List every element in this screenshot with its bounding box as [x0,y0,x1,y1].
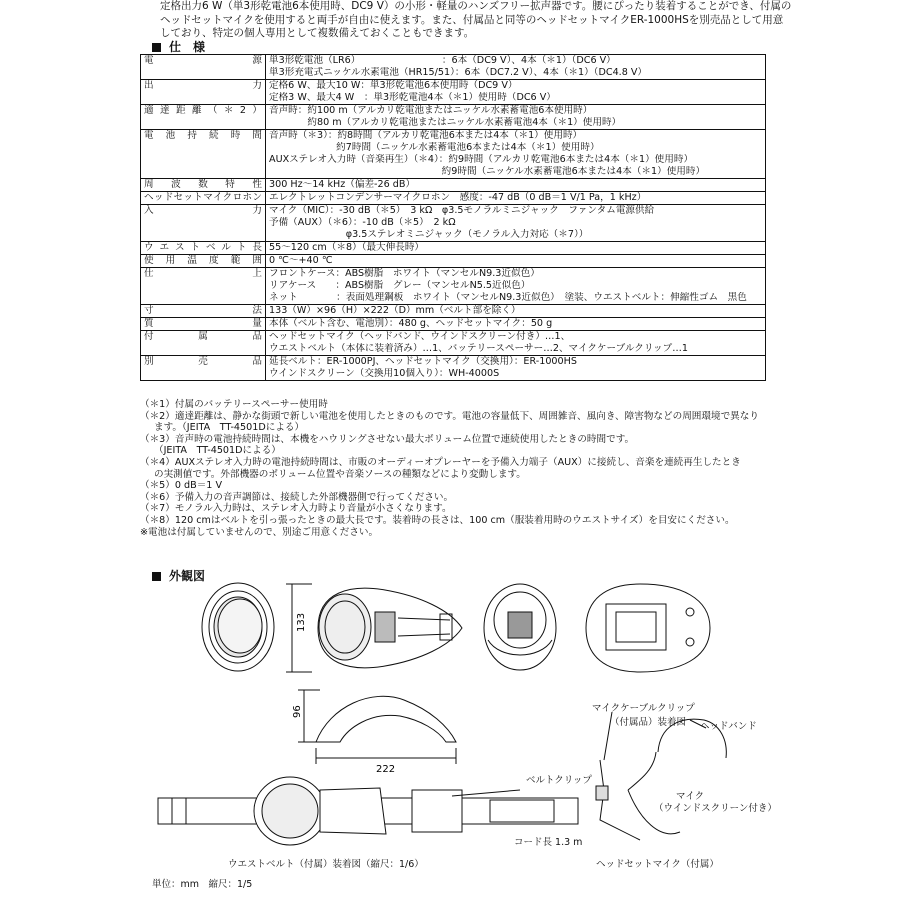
spec-value-line: 約7時間（ニッケル水素蓄電池6本または4本（＊1）使用時） [269,142,600,153]
spec-value-line: 約9時間（ニッケル水素蓄電池6本または4本（＊1）使用時） [269,166,706,177]
spec-value-line: ウエストベルト（本体に装着済み）…1、バッテリースペーサー…2、マイクケーブルクリップ…1 [269,343,688,354]
mic-cable-clip-label: マイクケーブルクリップ [592,703,695,714]
waist-belt-caption: ウエストベルト（付属）装着図（縮尺：1/6） [228,859,424,870]
footnote-line: （＊6）予備入力の音声調節は、接続した外部機器側で行ってください。 [140,491,454,503]
footnote-line: （＊1）付属のバッテリースペーサー使用時 [140,399,328,410]
footnote-line: （＊2）適達距離は、静かな街頭で新しい電池を使用したときのものです。電池の容量低下、周囲雑音、風向き、障害物などの周囲環境で異なり [140,410,759,422]
dim-222-label: 222 [376,764,396,775]
spec-value-line: 単3形乾電池（LR6） ：6本（DC9 V）、4本（＊1）（DC6 V） [269,55,616,66]
footnote-line: の実測値です。外部機器のボリューム位置や音楽ソースの種類などにより変動します。 [154,468,526,480]
headband-label: ヘッドバンド [700,721,757,732]
intro-line: しており、特定の個人専用として複数備えておくこともできます。 [160,27,475,39]
spec-value-line: 予備（AUX）（＊6）：-10 dB（＊5） 2 kΩ [269,217,456,228]
spec-label: 電源 [141,55,266,80]
cord-length-label: コード長 1.3 m [514,837,583,848]
mic-sub-label: （ウインドスクリーン付き） [654,803,777,814]
headset-caption: ヘッドセットマイク（付属） [596,859,719,870]
dim-133-label: 133 [296,612,307,632]
intro-line: ヘッドセットマイクを使用すると両手が自由に使えます。また、付属品と同等のヘッドセットマイクER-1000HSを別売品として用意 [160,13,784,26]
spec-label: 質量 [141,318,266,331]
spec-label: 入力 [141,205,266,242]
spec-value-line: 本体（ベルト含む、電池別）：480 g、ヘッドセットマイク：50 g [269,318,553,329]
spec-value-line: ネット ：表面処理鋼板 ホワイト（マンセルN9.3近似色） 塗装、ウエストベルト：伸縮性ゴム 黒色 [269,292,747,303]
spec-value-line: リアケース ：ABS樹脂 グレー（マンセルN5.5近似色） [269,280,531,291]
spec-value-line: 定格6 W、最大10 W：単3形乾電池6本使用時（DC9 V） [269,80,518,91]
spec-value-line: フロントケース：ABS樹脂 ホワイト（マンセルN9.3近似色） [269,268,540,279]
spec-label: 電池持続時間 [141,130,266,179]
spec-value-line: 約80 m（アルカリ乾電池またはニッケル水素蓄電池4本（＊1）使用時） [269,117,622,128]
spec-label: 周波数特性 [141,179,266,192]
footnote-line: ます。（JEITA TT-4501Dによる） [154,422,305,434]
spec-value-line: φ3.5ステレオミニジャック（モノラル入力対応（＊7）） [269,229,589,240]
spec-heading: 仕 様 [152,38,205,55]
spec-label: 出力 [141,80,266,105]
spec-value-line: 単3形充電式ニッケル水素電池（HR15/51）：6本（DC7.2 V）、4本（＊1）（DC4.8 V） [269,67,648,78]
unit-scale-label: 単位：mm 縮尺：1/5 [152,879,253,890]
spec-label: 付属品 [141,331,266,356]
dim-96-label: 96 [292,705,303,718]
spec-value-line: 0 ℃～+40 ℃ [269,255,333,266]
spec-label: 使用温度範囲 [141,255,266,268]
spec-value-line: 延長ベルト：ER-1000PJ、ヘッドセットマイク（交換用）：ER-1000HS [269,356,577,367]
spec-label: 適達距離（＊2） [141,105,266,130]
footnote-line: （＊7）モノラル入力時は、ステレオ入力時より音量が小さくなります。 [140,503,452,515]
spec-label: 別売品 [141,356,266,381]
spec-label: 仕上 [141,268,266,305]
spec-label: ヘッドセットマイクロホン [141,192,266,205]
spec-value-line: マイク（MIC）：-30 dB（＊5） 3 kΩ φ3.5モノラルミニジャック ファンタム電源供給 [269,205,655,216]
intro-line: 定格出力6 W（単3形乾電池6本使用時、DC9 V）の小形・軽量のハンズフリー拡声器です。腰にぴったり装着することができ、付属の [160,0,792,12]
drawing-heading: 外観図 [152,567,205,584]
footnote-line: （＊4）AUXステレオ入力時の電池持続時間は、市販のオーディーオプレーヤーを予備入力端子（AUX）に接続し、音楽を連続再生したとき [140,456,741,468]
spec-value-line: 音声時（＊3）：約8時間（アルカリ乾電池6本または4本（＊1）使用時） [269,130,583,141]
spec-value-line: AUXステレオ入力時（音楽再生）（＊4）：約9時間（アルカリ乾電池6本または4本（＊1）使用時） [269,154,694,165]
mic-cable-clip-sub-label: （付属品）装着図 [610,717,687,728]
footnote-line: （＊5）0 dB＝1 V [140,480,223,492]
angled-view-drawing [484,584,556,670]
spec-value-line: 133（W）×96（H）×222（D）mm（ベルト部を除く） [269,305,521,316]
spec-value-line: エレクトレットコンデンサーマイクロホン 感度：-47 dB（0 dB＝1 V/1 Pa，1 kHz） [269,192,647,203]
mic-label: マイク [676,791,705,802]
side-view-drawing [318,588,462,668]
footnote-line: ※電池は付属していませんので、別途ご用意ください。 [140,526,379,538]
top-view-drawing [316,696,456,742]
spec-value-line: 300 Hz～14 kHz（偏差-26 dB） [269,179,416,190]
spec-value-line: 55～120 cm（＊8）（最大伸長時） [269,242,425,253]
spec-value-line: 定格3 W、最大4 W ：単3形乾電池4本（＊1）使用時（DC6 V） [269,92,556,103]
front-view-drawing [202,583,274,671]
headset-mic-drawing [596,719,726,840]
spec-value-line: ヘッドセットマイク（ヘッドバンド、ウインドスクリーン付き）…1、 [269,331,571,342]
footnote-line: （＊8）120 cmはベルトを引っ張ったときの最大長です。装着時の長さは、100 cm（服装着用時のウエストサイズ）を目安にください。 [140,514,735,526]
belt-clip-label: ベルトクリップ [526,775,592,786]
spec-label: 寸法 [141,305,266,318]
spec-value-line: 音声時：約100 m（アルカリ乾電池またはニッケル水素蓄電池6本使用時） [269,105,593,116]
footnote-line: （＊3）音声時の電池持続時間は、本機をハウリングさせない最大ボリューム位置で連続使用したときの時間です。 [140,433,635,445]
spec-value-line: ウインドスクリーン（交換用10個入り）：WH-4000S [269,368,500,379]
spec-label: ウエストベルト長 [141,242,266,255]
footnote-line: （JEITA TT-4501Dによる） [154,445,281,457]
back-view-drawing [586,584,710,672]
